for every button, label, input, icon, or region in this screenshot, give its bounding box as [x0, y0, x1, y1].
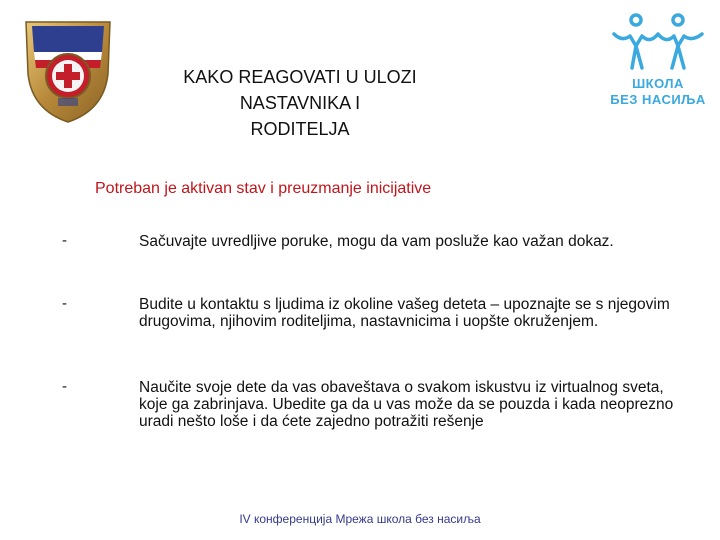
bullet-dash: -: [62, 295, 67, 312]
children-figures-icon: [608, 12, 708, 76]
bullet-dash: -: [62, 378, 67, 395]
school-without-violence-logo: [608, 12, 708, 108]
title-line-1: KAKO REAGOVATI U ULOZI NASTAVNIKA I: [183, 67, 417, 113]
list-item-text: Sačuvajte uvredljive poruke, mogu da vam posluže kao važan dokaz.: [139, 233, 614, 250]
title-line-2: RODITELJA: [250, 119, 350, 139]
list-item-text: Naučite svoje dete da vas obaveštava o svakom iskustvu iz virtualnog sveta, koje ga zabrinjava. Ubedite ga da u vas može da se pouzda i kada neoprezno uradi nešto loše i da ćete zajedno potražiti rešenje: [139, 379, 674, 430]
page-title: [140, 64, 460, 142]
logo-text-line-1: ШКОЛА: [632, 76, 684, 91]
bullet-dash: -: [62, 232, 67, 249]
logo-text-line-2: БЕЗ НАСИЉА: [610, 92, 706, 107]
list-item-text: Budite u kontaktu s ljudima iz okoline vašeg deteta – upoznajte se s njegovim drugovima, njihovim roditeljima, nastavnicima i uopšte okruženjem.: [139, 296, 670, 330]
ministry-badge-logo: [18, 14, 118, 126]
footer-text: IV конференција Мрежа школа без насиља: [239, 512, 481, 526]
subtitle: Potreban je aktivan stav i preuzmanje inicijative: [95, 180, 432, 197]
